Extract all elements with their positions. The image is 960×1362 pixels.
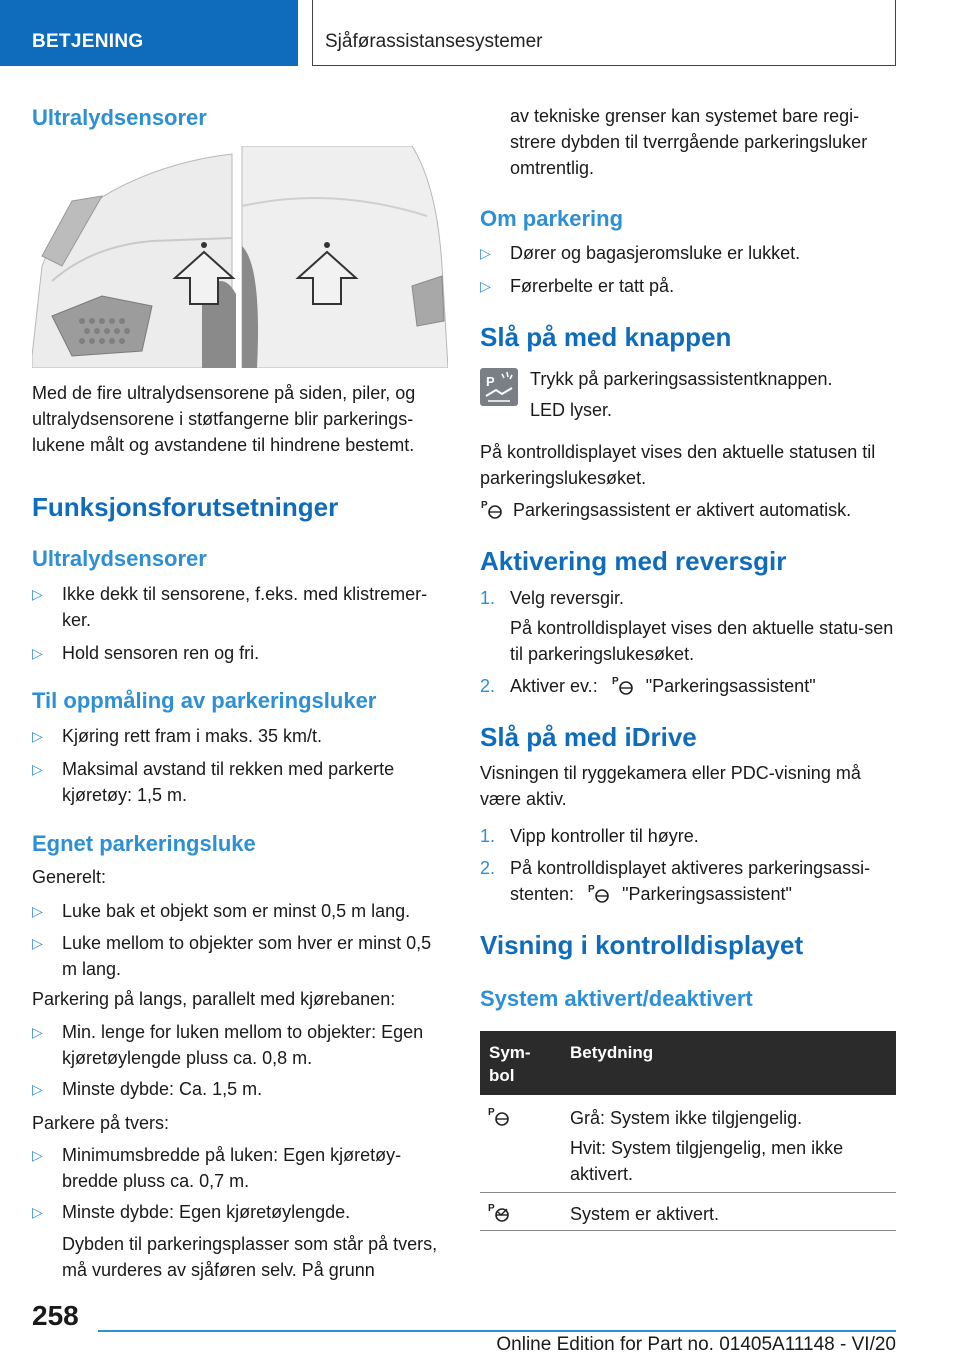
svg-text:P: P <box>611 676 619 687</box>
section-tab: BETJENING <box>0 0 298 66</box>
heading-ultralydsensorer-2: Ultralydsensorer <box>32 546 207 571</box>
svg-text:P: P <box>488 1203 495 1214</box>
triangle-bullet-icon: ▷ <box>32 586 43 602</box>
parking-assist-grey-icon <box>486 1105 514 1127</box>
list-item: ▷ Kjøring rett fram i maks. 35 km/t. <box>32 723 450 749</box>
parking-assist-icon <box>587 882 613 904</box>
triangle-bullet-icon: ▷ <box>32 761 43 777</box>
list-item: ▷ Hold sensoren ren og fri. <box>32 640 450 666</box>
text-led: LED lyser. <box>530 400 613 420</box>
table-header-symbol: Sym-bol <box>489 1043 531 1085</box>
text-press-button: Trykk på parkeringsassistentknappen. <box>530 369 833 389</box>
triangle-bullet-icon: ▷ <box>32 935 43 951</box>
heading-visning: Visning i kontrolldisplayet <box>480 930 804 960</box>
list-item: 2. Aktiver ev.: P "Parkeringsassistent" <box>480 676 816 696</box>
car-bumper-illustration <box>32 146 448 368</box>
page-number: 258 <box>32 1300 79 1331</box>
list-item: 1. Velg reversgir. <box>480 588 625 608</box>
text-tvers: Parkere på tvers: <box>32 1113 170 1133</box>
triangle-bullet-icon: ▷ <box>32 1204 43 1220</box>
parking-assistant-button-icon <box>480 368 518 406</box>
list-item: ▷ Maksimal avstand til rekken med parkerte kjøretøy: 1,5 m. <box>32 756 450 808</box>
list-item: ▷ Minste dybde: Egen kjøretøylengde. <box>32 1199 450 1225</box>
triangle-bullet-icon: ▷ <box>480 278 491 294</box>
list-item: ▷ Luke mellom to objekter som hver er minst 0,5 m lang. <box>32 930 450 982</box>
figure-caption: Med de fire ultralydsensorene på siden, piler, og ultralydsensorene i støtfangerne blir parkerings-lukene målt og avstandene til hindrene bestemt. <box>32 383 416 455</box>
triangle-bullet-icon: ▷ <box>32 1081 43 1097</box>
list-item: ▷ Dører og bagasjeromsluke er lukket. <box>480 240 896 266</box>
triangle-bullet-icon: ▷ <box>32 1024 43 1040</box>
footer-divider <box>98 1330 896 1332</box>
page-header <box>0 0 960 66</box>
list-item: 1. Vipp kontroller til høyre. <box>480 826 699 846</box>
list-item: ▷ Minimumsbredde på luken: Egen kjøretøy-bredde pluss ca. 0,7 m. <box>32 1142 450 1194</box>
svg-text:P: P <box>481 500 488 511</box>
heading-aktivering-reversgir: Aktivering med reversgir <box>480 546 787 576</box>
text-auto-active: P Parkeringsassistent er aktivert automatisk. <box>481 500 852 520</box>
triangle-bullet-icon: ▷ <box>480 245 491 261</box>
chapter-title: Sjåførassistansesystemer <box>312 0 896 66</box>
svg-text:P: P <box>588 884 595 895</box>
list-item: ▷ Minste dybde: Ca. 1,5 m. <box>32 1076 450 1102</box>
heading-om-parkering: Om parkering <box>480 206 624 231</box>
svg-text:P: P <box>486 374 495 389</box>
parking-assist-icon <box>611 674 637 696</box>
table-row: P System er aktivert. <box>480 1193 896 1231</box>
parking-assist-active-icon <box>486 1201 514 1223</box>
car-sensor-figure <box>32 146 448 368</box>
list-item: ▷ Ikke dekk til sensorene, f.eks. med klistremer-ker. <box>32 581 450 633</box>
list-item: ▷ Min. lenge for luken mellom to objekter: Egen kjøretøylengde pluss ca. 0,8 m. <box>32 1019 450 1071</box>
text-idrive: Visningen til ryggekamera eller PDC-visning må være aktiv. <box>480 763 861 809</box>
table-header <box>480 1031 896 1095</box>
svg-text:P: P <box>488 1107 495 1118</box>
list-item: 2. På kontrolldisplayet aktiveres parkeringsassi- <box>480 858 871 878</box>
heading-system-aktivert: System aktivert/deaktivert <box>480 986 753 1011</box>
heading-egnet: Egnet parkeringsluke <box>32 831 256 856</box>
heading-sla-pa-knappen: Slå på med knappen <box>480 322 732 352</box>
text-kontrolldisplay: På kontrolldisplayet vises den aktuelle statusen til parkeringslukesøket. <box>480 442 876 488</box>
heading-sla-pa-idrive: Slå på med iDrive <box>480 722 697 752</box>
triangle-bullet-icon: ▷ <box>32 903 43 919</box>
triangle-bullet-icon: ▷ <box>32 1147 43 1163</box>
heading-ultralydsensorer: Ultralydsensorer <box>32 105 207 130</box>
heading-funksjonsforutsetninger: Funksjonsforutsetninger <box>32 492 339 522</box>
list-item: ▷ Luke bak et objekt som er minst 0,5 m lang. <box>32 898 450 924</box>
table-row: P Grå: System ikke tilgjengelig. Hvit: System tilgjengelig, men ikke aktivert. <box>480 1095 896 1193</box>
list-item: På kontrolldisplayet vises den aktuelle statu-sen til parkeringslukesøket. <box>510 618 894 664</box>
parking-assist-icon <box>480 498 506 520</box>
text-tvers-note: Dybden til parkeringsplasser som står på tvers, må vurderes av sjåføren selv. På grunn <box>62 1234 438 1280</box>
text-generelt: Generelt: <box>32 867 107 887</box>
text-continuation: av tekniske grenser kan systemet bare regi-strere dybden til tverrgående parkeringsluker omtrentlig. <box>510 106 868 178</box>
heading-oppmaling: Til oppmåling av parkeringsluker <box>32 688 377 713</box>
text-idrive-cont: stenten: P "Parkeringsassistent" <box>510 884 792 904</box>
triangle-bullet-icon: ▷ <box>32 728 43 744</box>
triangle-bullet-icon: ▷ <box>32 645 43 661</box>
footer-edition: Online Edition for Part no. 01405A11148 - VI/20 <box>496 1334 896 1355</box>
text-langs: Parkering på langs, parallelt med kjørebanen: <box>32 989 396 1009</box>
list-item: ▷ Førerbelte er tatt på. <box>480 273 896 299</box>
table-header-meaning: Betydning <box>570 1043 654 1062</box>
